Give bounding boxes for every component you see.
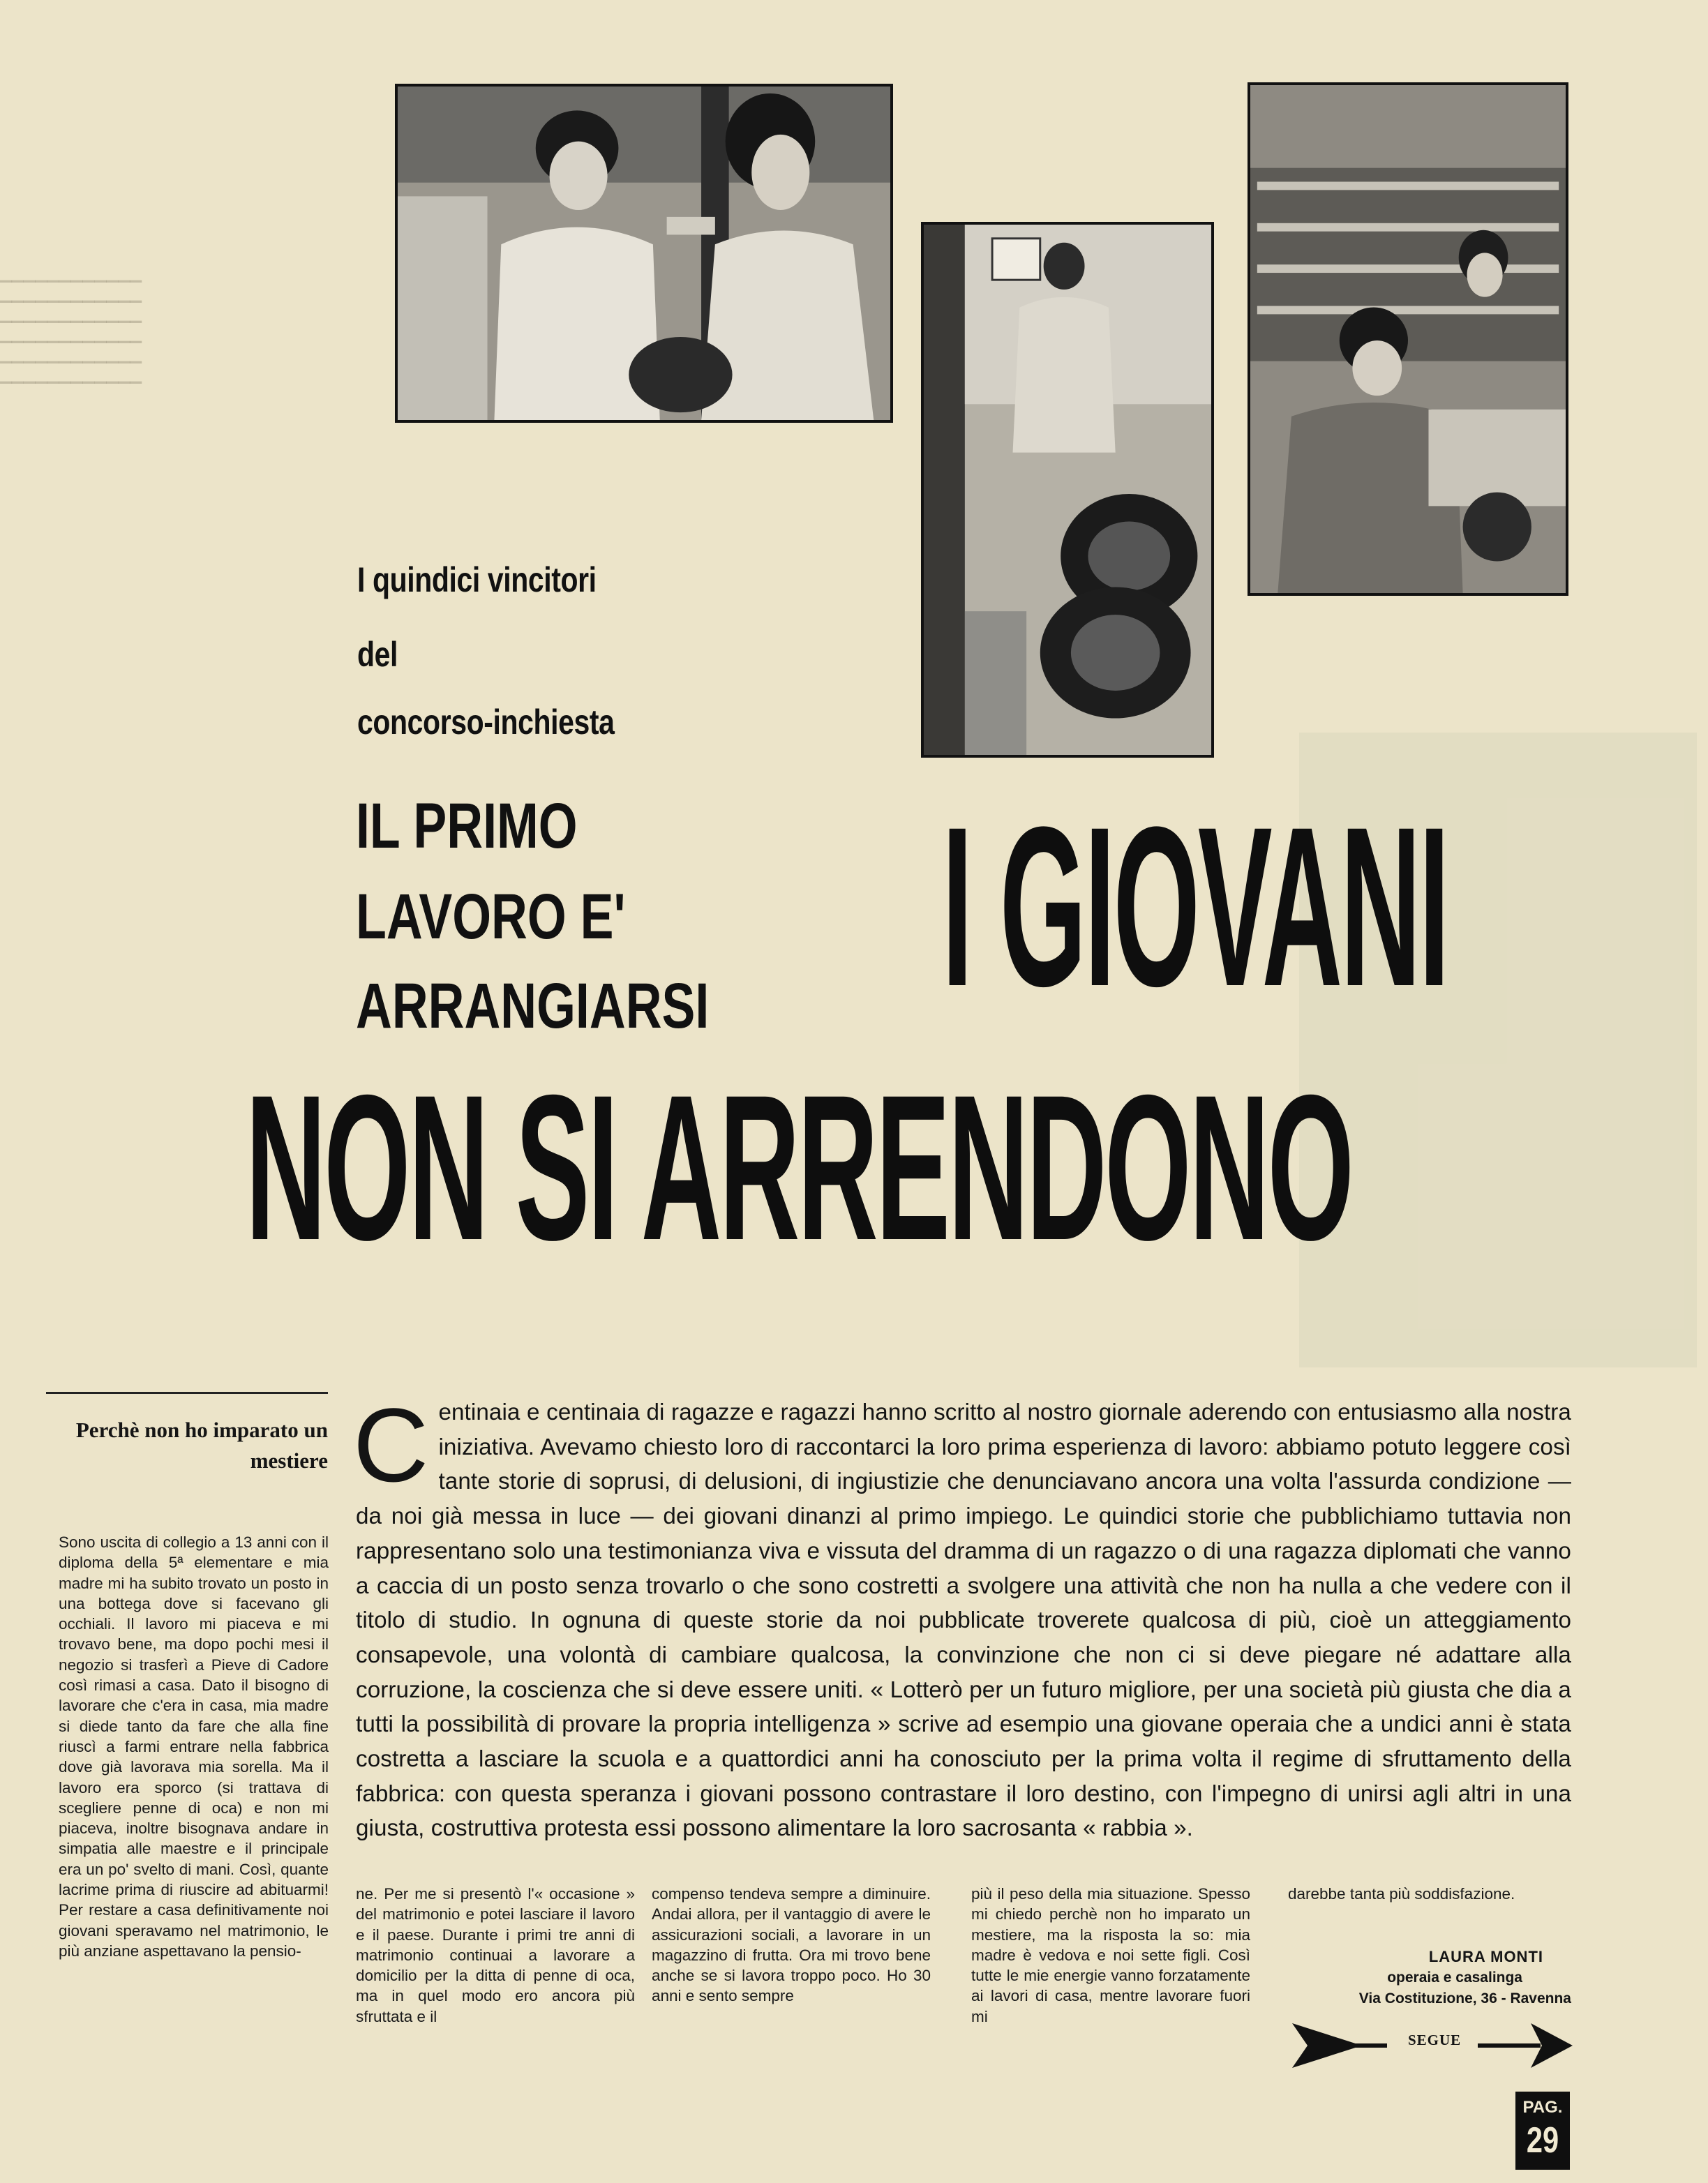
segue-arrow-left-icon: [1292, 2018, 1387, 2073]
letter-column-3: compenso tendeva sempre a diminuire. Andai allora, per il vantaggio di avere le assicurazioni sociali, a lavorare in un magazzino di frutta. Ora mi trovo bene anche se si lavora troppo poco. Ho 30 anni e sento sempre: [652, 1885, 931, 2005]
page-number: 29: [1526, 2120, 1559, 2161]
letter-heading-rule: [46, 1392, 328, 1394]
photo-hairdressers: [395, 84, 893, 423]
segue-label: SEGUE: [1408, 2032, 1462, 2048]
intro-dropcap: C: [353, 1386, 429, 1503]
subtitle-line-1: IL PRIMO: [356, 790, 578, 862]
segue-arrow-right-icon: [1478, 2018, 1573, 2073]
subtitle-line-2: LAVORO E': [356, 881, 626, 952]
photo-boys-electronics-shop: [1248, 82, 1568, 596]
bleed-through-text-left: ▔▔▔▔▔▔▔▔▔▔▔▔ ▔▔▔▔▔▔▔▔▔▔▔▔ ▔▔▔▔▔▔▔▔▔▔▔▔ ▔▔▔▔▔▔▔▔▔▔▔▔ ▔▔▔▔▔▔▔▔▔▔▔▔ ▔▔▔▔▔▔▔▔▔▔▔▔: [0, 280, 142, 399]
headline-line-1: I GIOVANI: [942, 780, 1448, 1034]
kicker-line-2: del: [357, 635, 398, 674]
page-number-box: [1515, 2092, 1570, 2170]
letter-heading: Perchè non ho imparato un mestiere: [75, 1418, 328, 1473]
kicker-line-1: I quindici vincitori: [357, 560, 597, 599]
letter-column-5: darebbe tanta più soddisfazione.: [1288, 1885, 1515, 1903]
letter-column-4: più il peso della mia situazione. Spesso mi chiedo perchè non ho imparato un mestiere, ma la risposta la so: mia madre è vedova e noi sette figli. Così tutte le mie energie vanno forzatamente ai lavori di casa, mentre lavorare fuori mi: [971, 1885, 1250, 2025]
author-address: Via Costituzione, 36 - Ravenna: [1358, 1990, 1571, 2006]
intro-text: entinaia e centinaia di ragazze e ragazzi hanno scritto al nostro giornale aderendo con entusiasmo alla nostra iniziativa. Avevamo chiesto loro di raccontarci la loro prima esperienza di lavoro: abbiamo potuto leggere così tante storie di soprusi, di delusioni, di ingiustizie che denunciavano ancora una volta l'assurda condizione — da noi già messa in luce — dei giovani dinanzi al primo impiego. Le quindici storie che pubblichiamo tuttavia non rappresentano solo una testimonianza viva e vissuta del dramma di un ragazzo o di una ragazza diplomati che vanno a caccia di un posto senza trovarlo o che sono costretti a svolgere una attività che non ha nulla a che vedere con il titolo di studio. In ognuna di queste storie da noi pubblicate troverete qualcosa di più, cioè un atteggiamento consapevole, una volontà di cambiare qualcosa, la convinzione che non ci si deve piegare né adattare alla corruzione, la coscienza che si deve essere uniti. « Lotterò per un futuro migliore, per una società più giusta che dia a tutti la possibilità di provare la propria intelligenza » scrive ad esempio una giovane operaia che a undici anni è stata costretta a lasciare la scuola e a quattordici anni ha conosciuto per la prima volta il regime di sfruttamento della fabbrica: con questa speranza i giovani possono contrastare il loro destino, con l'impegno di unirsi agli altri in una giusta, costruttiva protesta essi possono alimentare la loro sacrosanta « rabbia ».: [356, 1400, 1571, 1842]
letter-column-2: ne. Per me si presentò l'« occasione » del matrimonio e potei lasciare il lavoro e il paese. Durante i primi tre anni di matrimonio continuai a lavorare a domicilio per la ditta di penne di oca, ma in quel modo ero ancora più sfruttata e il: [356, 1885, 635, 2025]
kicker-line-3: concorso-inchiesta: [357, 703, 615, 742]
intro-paragraph: [353, 1386, 1571, 1846]
photo-boy-on-tires: [921, 222, 1214, 758]
author-occupation: operaia e casalinga: [1387, 1970, 1522, 1986]
subtitle-line-3: ARRANGIARSI: [356, 970, 710, 1042]
letter-column-1: Sono uscita di collegio a 13 anni con il diploma della 5ª elementare e mia madre mi ha subito trovato un posto in una bottega dove si facevano gli occhiali. Il lavoro mi piaceva e mi trovavo bene, ma dopo pochi mesi il negozio si trasferì a Pieve di Cadore così rimasi a casa. Dato il bisogno di lavorare che c'era in casa, mia madre si diede tanto da fare che alla fine riuscì a farmi entrare nella fabbrica dove già lavorava mia sorella. Ma il lavoro era sporco (si trattava di scegliere penne di oca) e non mi piaceva, inoltre bisognava andare in simpatia alle maestre e il principale era un po' svelto di mani. Così, quante lacrime prima di riuscire ad abituarmi! Per restare a casa definitivamente noi giovani speravamo nel matrimonio, le più anziane aspettavano la pensio-: [59, 1533, 329, 1960]
page-label: PAG.: [1522, 2098, 1563, 2117]
headline-line-2: NON SI ARRENDONO: [246, 1051, 1352, 1284]
author-name: LAURA MONTI: [1428, 1948, 1543, 1965]
